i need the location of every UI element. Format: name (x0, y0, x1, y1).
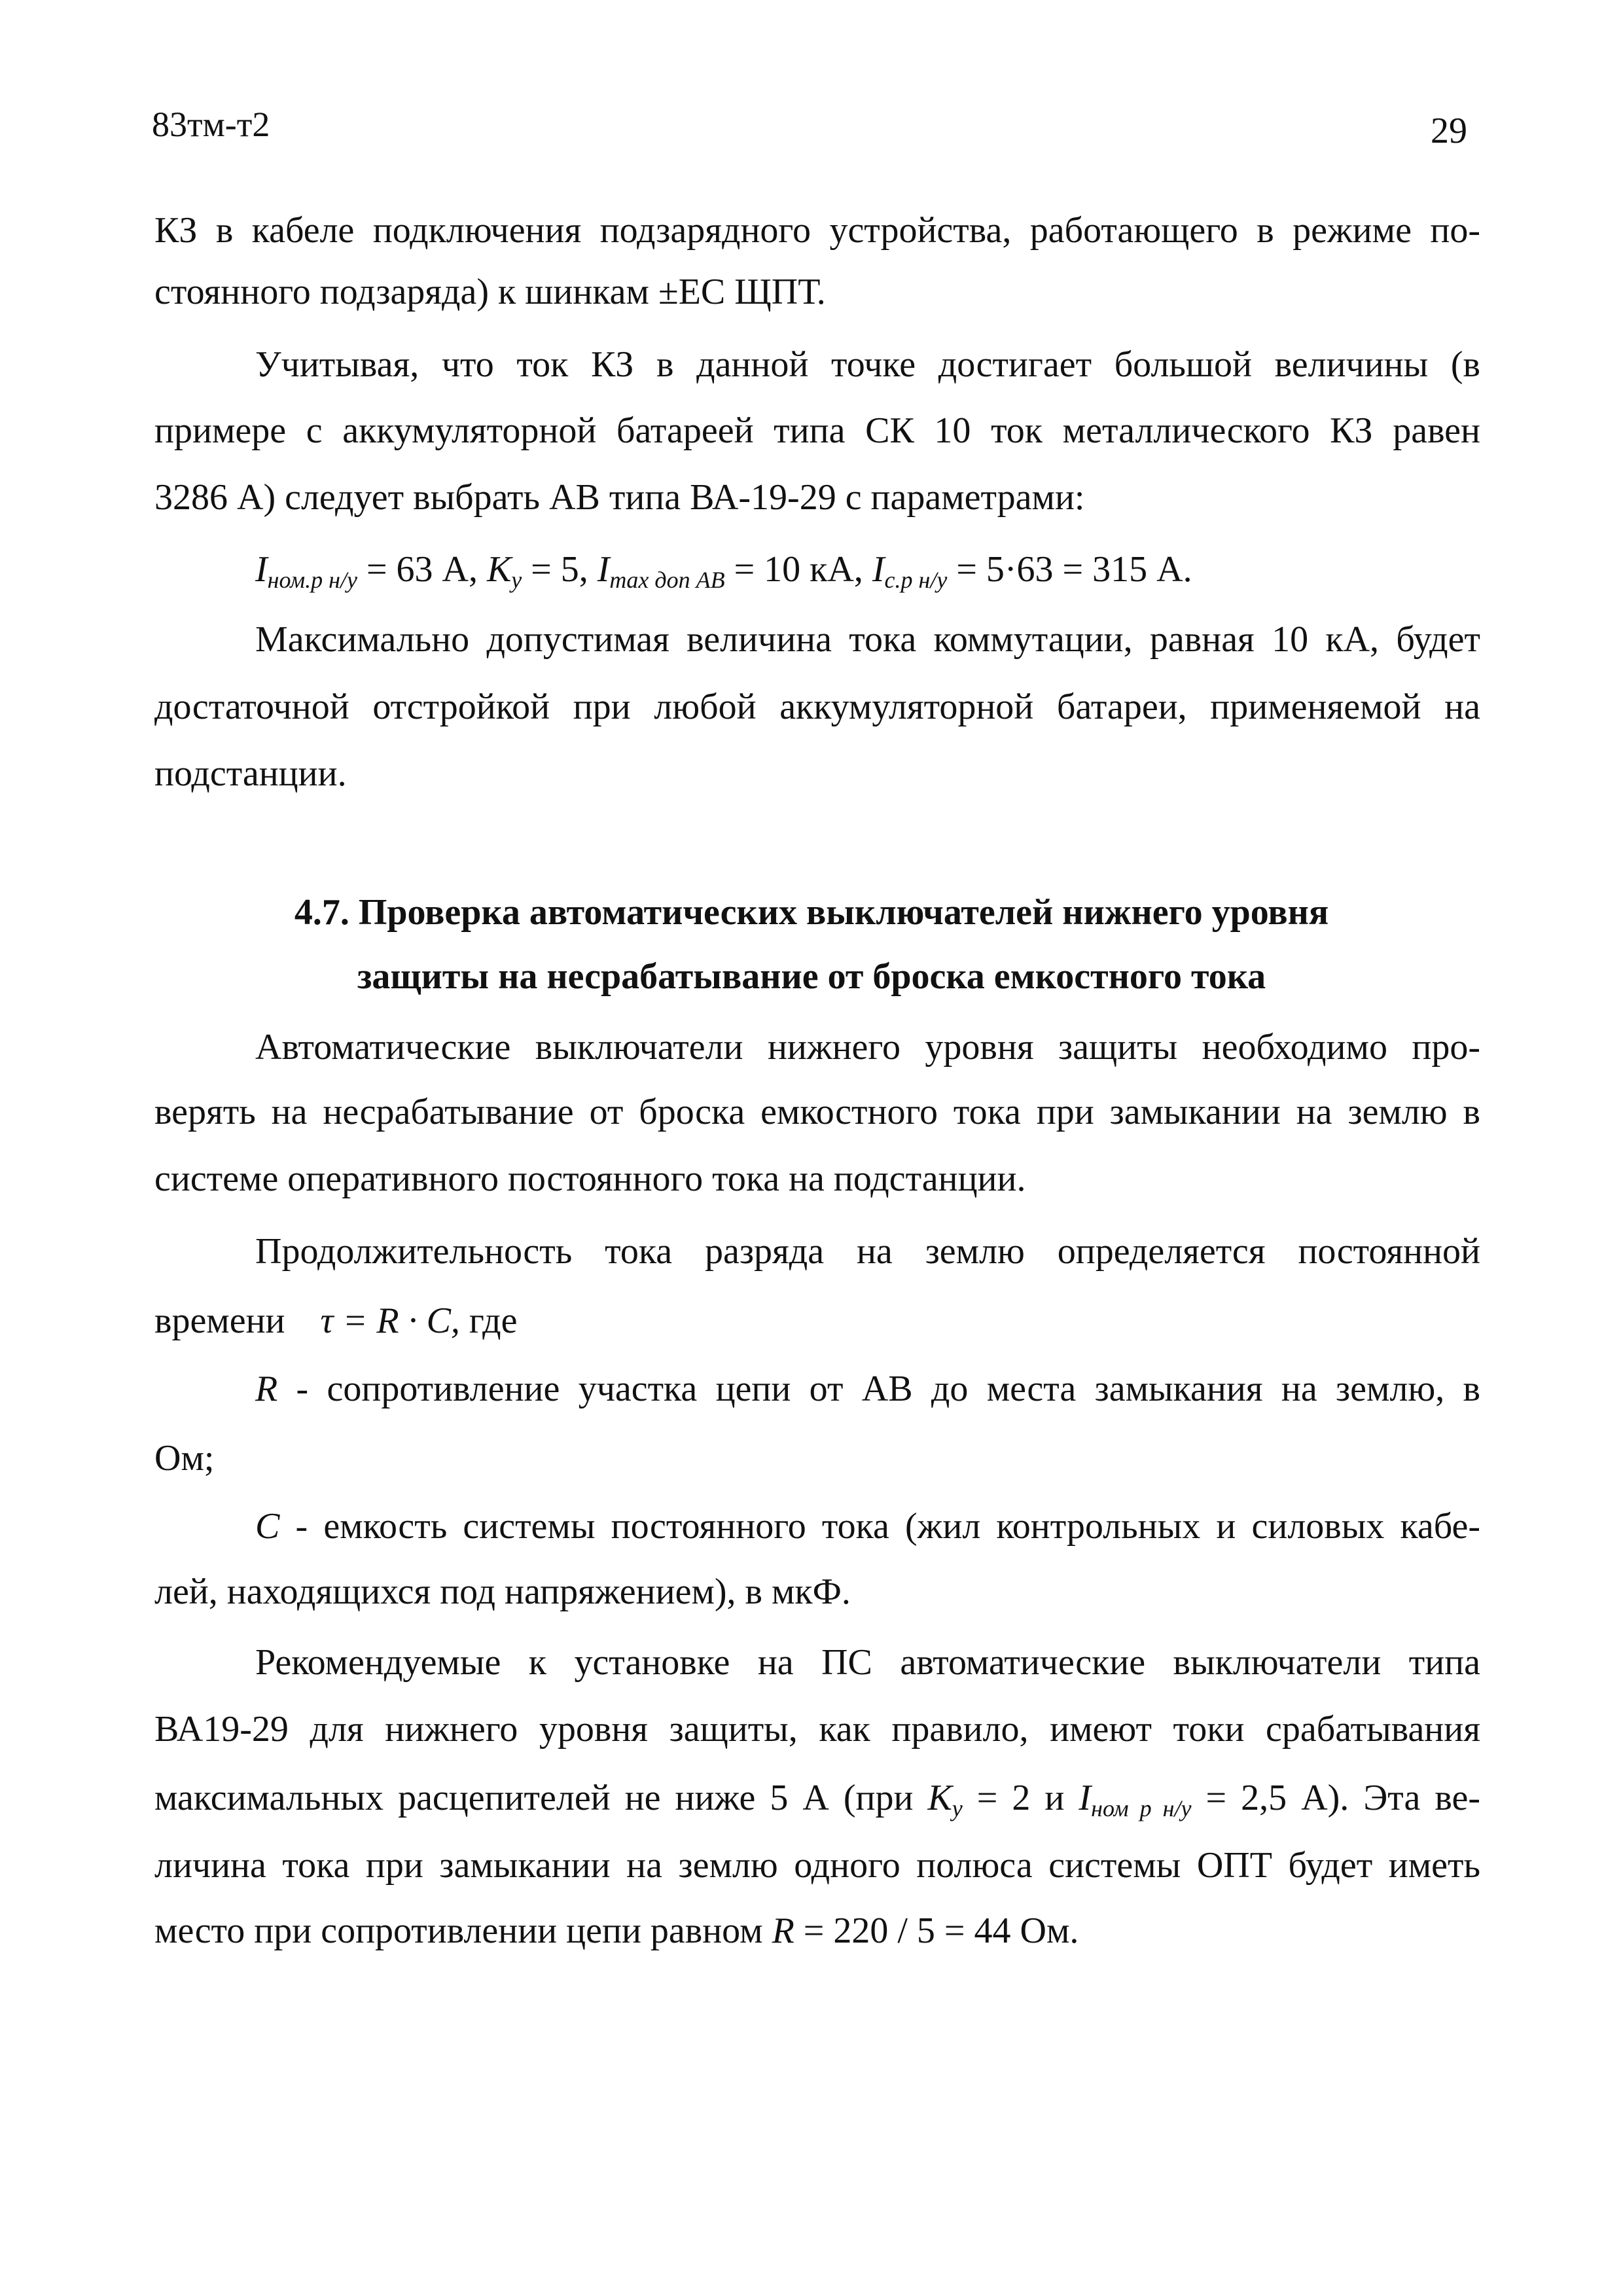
section-title-part2: защиты на несрабатывание от броска емкостного тока (357, 956, 1266, 997)
formula-i-max: I (597, 549, 610, 590)
para4-line1: Автоматические выключатели нижнего уровня защиты необходимо про- (255, 1027, 1480, 1067)
para3-line3: подстанции. (154, 753, 347, 794)
para5-line1: Продолжительность тока разряда на землю определяется постоянной (255, 1231, 1480, 1272)
para6-line1: Рекомендуемые к установке на ПС автоматические выключатели типа (255, 1642, 1480, 1683)
section-heading-line1 (0, 891, 1623, 933)
para3-line1: Максимально допустимая величина тока коммутации, равная 10 кА, будет (255, 619, 1480, 660)
def-r-line2: Ом; (154, 1438, 215, 1479)
formula-k: К (487, 549, 512, 590)
para3-line2: достаточной отстройкой при любой аккумуляторной батареи, применяемой на (154, 687, 1480, 727)
document-code: 83тм-т2 (152, 105, 270, 144)
def-c-line1: С - емкость системы постоянного тока (жил контрольных и силовых кабе- (255, 1506, 1480, 1547)
section-title-part1: Проверка автоматических выключателей нижнего уровня (358, 892, 1329, 933)
formula-i-nom: I (255, 549, 268, 590)
para6-line2: ВА19-29 для нижнего уровня защиты, как правило, имеют токи срабатывания (154, 1709, 1480, 1749)
para2-line2: примере с аккумуляторной батареей типа СК 10 ток металлического КЗ равен (154, 410, 1480, 451)
para2-line1: Учитывая, что ток КЗ в данной точке достигает большой величины (в (255, 344, 1480, 385)
para5-line2: времени τ = R · C, где (154, 1300, 518, 1341)
para2-line3: 3286 А) следует выбрать АВ типа ВА-19-29 с параметрами: (154, 477, 1085, 518)
para1-line1: КЗ в кабеле подключения подзарядного устройства, работающего в режиме по- (154, 210, 1480, 251)
para6-line4: личина тока при замыкании на землю одного полюса системы ОПТ будет иметь (154, 1845, 1480, 1886)
para4-line2: верять на несрабатывание от броска емкостного тока при замыкании на землю в (154, 1092, 1480, 1132)
para6-line3: максимальных расцепителей не ниже 5 А (при $К_у = 2$ и $I_{ном р н/у} = 2,5$ А). Эта ве- (154, 1778, 1480, 1821)
parameters-formula: $I_{ном.р н/у} = 63$ А, $К_у = 5$, $I_{max доп АВ} = 10$ кА, $I_{с.р н/у} = 5\cdot 63 = 315$ А. (255, 549, 1192, 593)
formula-i-sr: I (872, 549, 885, 590)
para6-line5: место при сопротивлении цепи равном R = 220 / 5 = 44 Ом. (154, 1910, 1079, 1951)
def-r-line1: R - сопротивление участка цепи от АВ до места замыкания на землю, в (255, 1369, 1480, 1409)
page-number: 29 (1431, 111, 1467, 151)
section-number: 4.7. (294, 892, 349, 933)
def-c-line2: лей, находящихся под напряжением), в мкФ. (154, 1571, 851, 1612)
section-heading-line2 (0, 956, 1623, 997)
para4-line3: системе оперативного постоянного тока на подстанции. (154, 1158, 1026, 1199)
time-constant-formula: τ = R · C, (320, 1300, 460, 1341)
para1-line2: стоянного подзаряда) к шинкам ±ЕС ЩПТ. (154, 272, 826, 312)
